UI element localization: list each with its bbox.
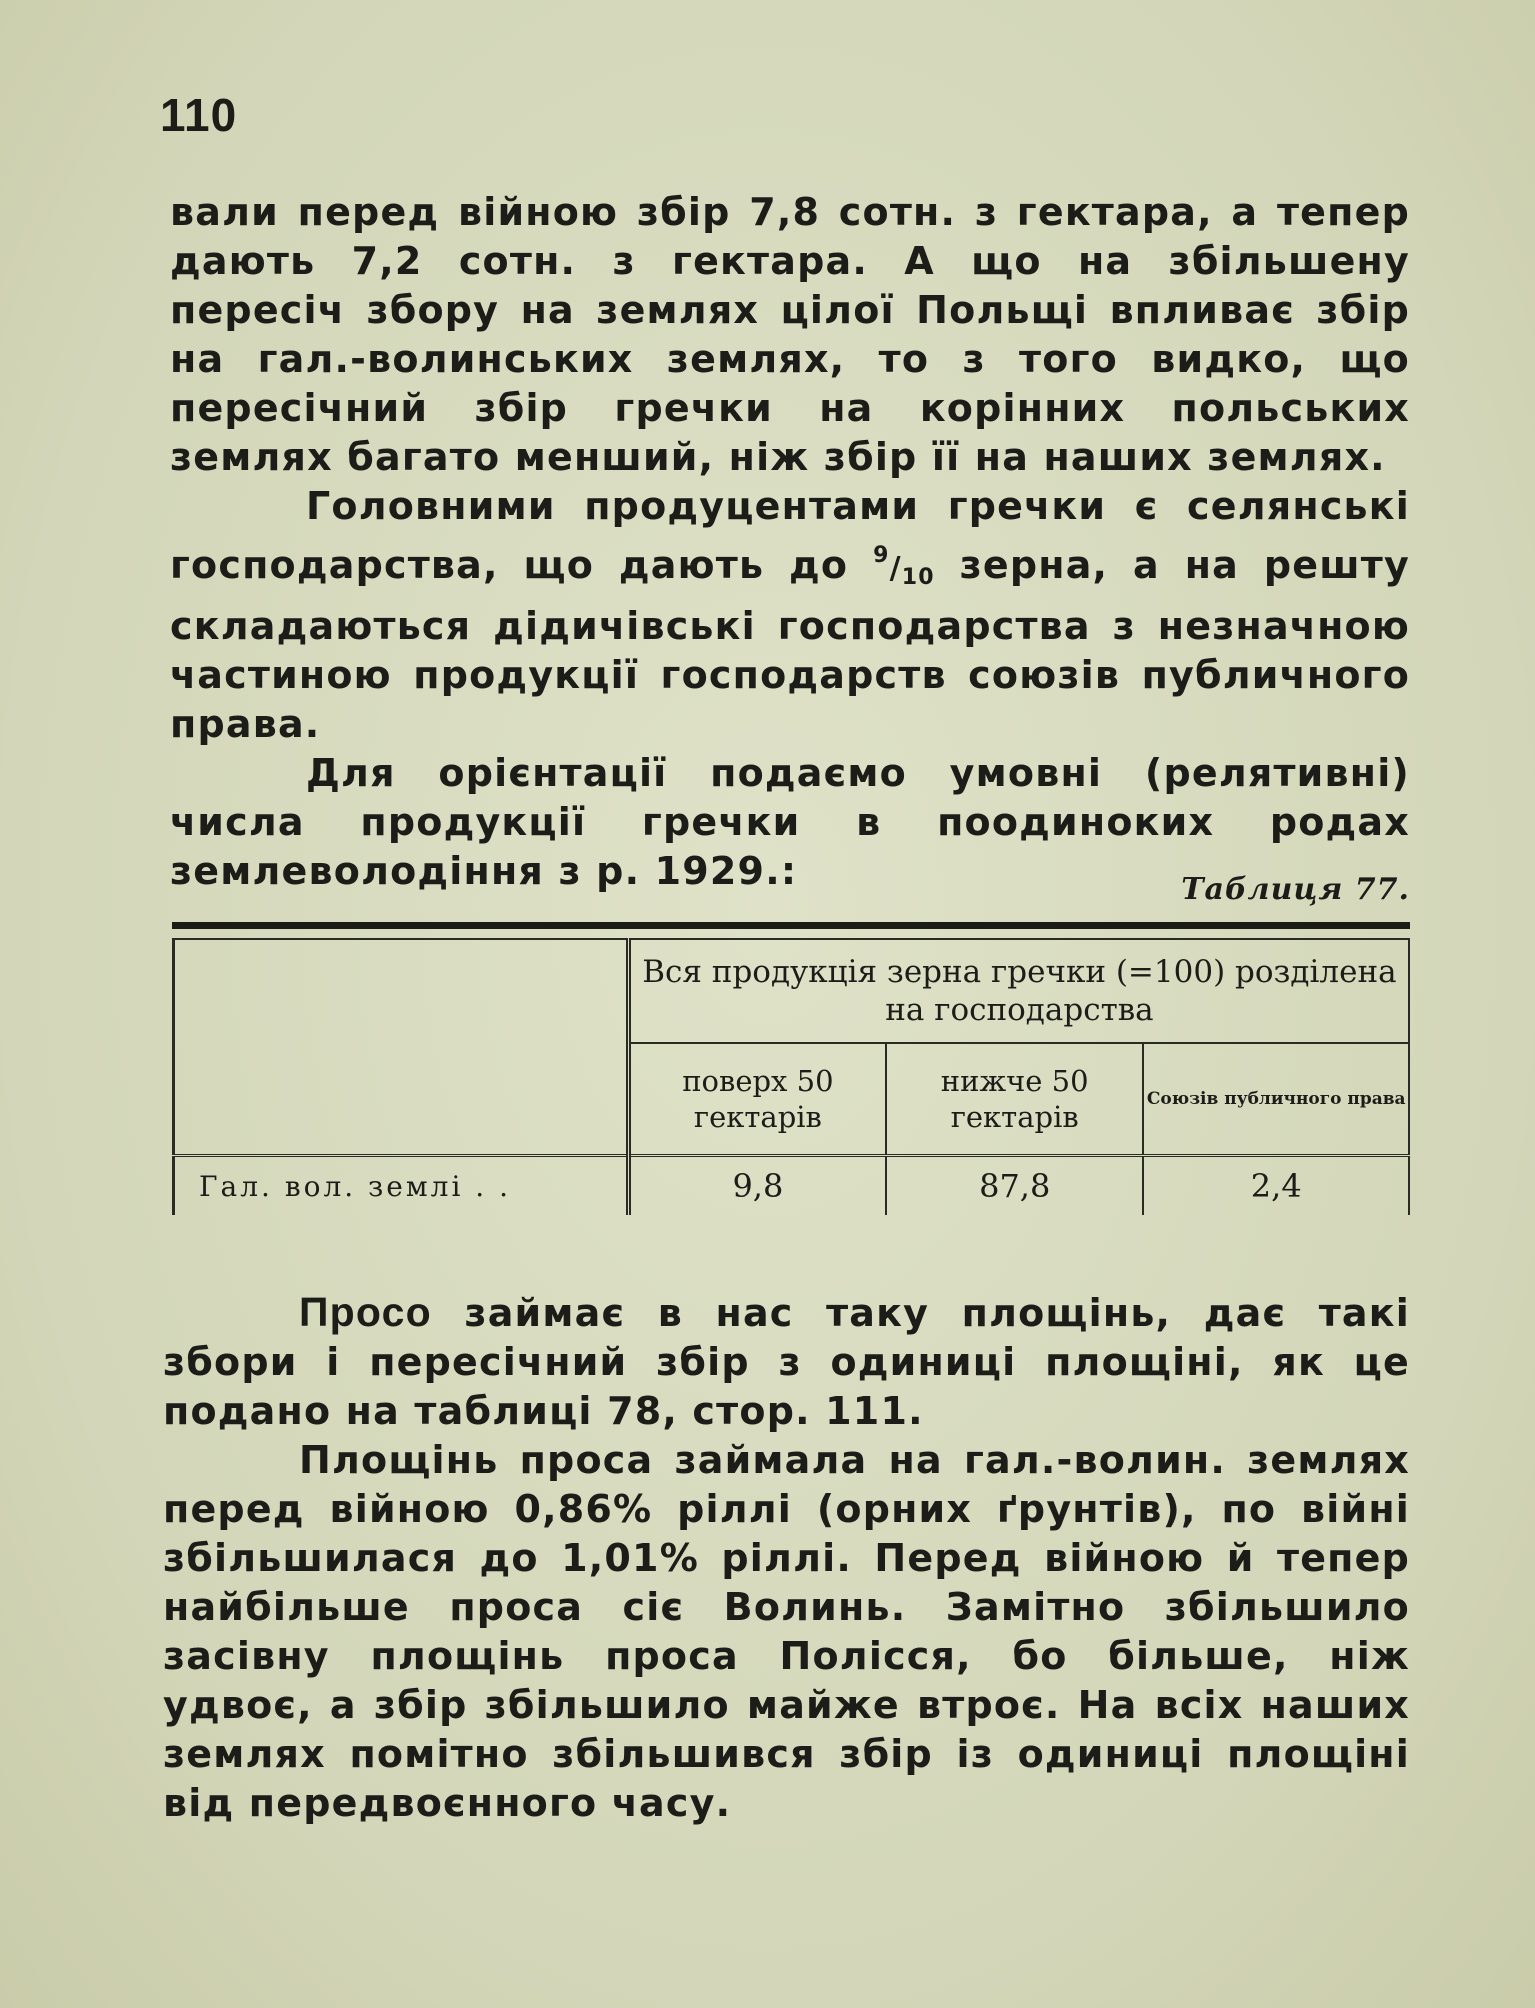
table-top-rule xyxy=(172,922,1410,929)
paragraph-continued: вали перед війною збір 7,8 сотн. з гектара, а тепер дають 7,2 сотн. з гектара. А що на збільшену пересіч збору на землях цілої Польщі впливає збір на гал.-волинських землях, то з того видко, що пересічний збір гречки на корінних польських землях багато менший, ніж збір її на наших землях. xyxy=(170,190,1410,479)
cell-public-unions: 2,4 xyxy=(1143,1156,1409,1216)
row-label: Гал. вол. землі . . xyxy=(174,1156,629,1216)
fraction: $^9/_{10}$ xyxy=(873,543,935,590)
text-block-top xyxy=(170,188,1410,896)
column-header-below-50ha: нижче 50 гектарів xyxy=(886,1043,1144,1156)
table-caption: Таблиця 77. xyxy=(1181,872,1410,907)
fraction-numerator: 9 xyxy=(873,543,890,568)
cell-below-50ha: 87,8 xyxy=(886,1156,1144,1216)
paragraph-millet xyxy=(163,1288,1410,1436)
page-number: 110 xyxy=(160,89,238,141)
paragraph-producers-before: Головними продуцентами гречки є селянські господарства, що дають до xyxy=(170,484,1410,587)
table-stub-header xyxy=(174,939,629,1156)
paragraph-producers-after: зерна, а на решту складаються дідичівські господарства з незначною частиною продукції господарств союзів публичного права. xyxy=(170,543,1410,746)
paragraph-lead-word: Просо xyxy=(299,1289,432,1335)
text-block-bottom xyxy=(163,1288,1410,1828)
buckwheat-production-table xyxy=(172,938,1410,1215)
paragraph-producers xyxy=(170,482,1410,749)
table-group-header: Вся продукція зерна гречки (=100) розділена на господарства xyxy=(628,939,1409,1043)
paragraph-orientation: Для орієнтації подаємо умовні (релятивні) числа продукції гречки в поодиноких родах землеволодіння з р. 1929.: xyxy=(170,751,1410,893)
fraction-denominator: 10 xyxy=(901,565,935,590)
table-row xyxy=(174,1156,1410,1216)
cell-above-50ha: 9,8 xyxy=(628,1156,886,1216)
column-header-above-50ha: поверх 50 гектарів xyxy=(628,1043,886,1156)
paragraph-millet-text: займає в нас таку площінь, дає такі збори і пересічний збір з одиниці площіні, як це подано на таблиці 78, стор. 111. xyxy=(163,1291,1410,1433)
column-header-public-unions: Союзів публичного права xyxy=(1143,1043,1409,1156)
paragraph-millet-area: Площінь проса займала на гал.-волин. землях перед війною 0,86% ріллі (орних ґрунтів), по війні збільшилася до 1,01% ріллі. Перед війною й тепер найбільше проса сіє Волинь. Замітно збільшило засівну площінь проса Полісся, бо більше, ніж удвоє, а збір збільшило майже втроє. На всіх наших землях помітно збільшився збір із одиниці площіні від передвоєнного часу. xyxy=(163,1438,1410,1825)
table-77 xyxy=(172,922,1410,1215)
